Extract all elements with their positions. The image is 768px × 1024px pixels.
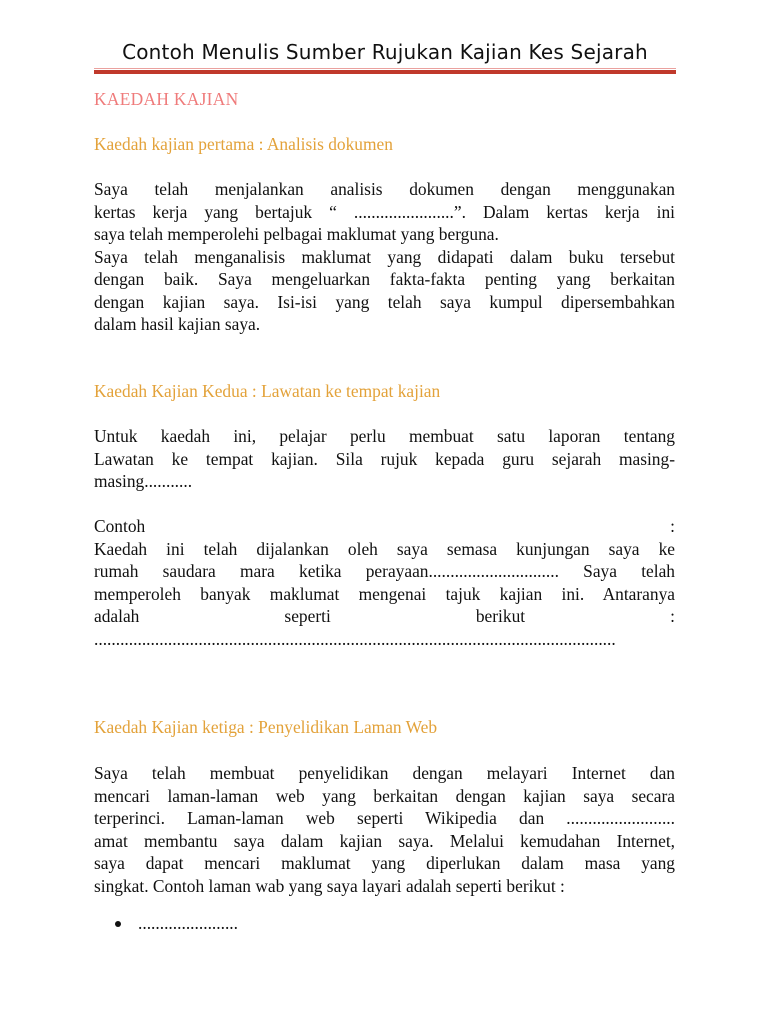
paragraph-line: terperinci. Laman-laman web seperti Wikipedia dan ......................... [94, 808, 675, 828]
paragraph-line: Lawatan ke tempat kajian. Sila rujuk kepada guru sejarah masing- [94, 448, 675, 469]
paragraph-line: saya telah memperolehi pelbagai maklumat yang berguna. [94, 224, 499, 244]
bullet-icon [115, 921, 121, 927]
paragraph-line: kertas kerja yang bertajuk “ .......................”. Dalam kertas kerja ini [94, 201, 675, 222]
section3-paragraph [94, 762, 675, 897]
section2-heading: Kaedah Kajian Kedua : Lawatan ke tempat kajian [94, 381, 441, 401]
paragraph-line: rumah saudara mara ketika perayaan.............................. Saya telah [94, 561, 675, 581]
paragraph-line: Saya telah menjalankan analisis dokumen dengan menggunakan [94, 179, 675, 199]
section1-heading: Kaedah kajian pertama : Analisis dokumen [94, 134, 393, 154]
section2-paragraph [94, 425, 675, 493]
paragraph-line: amat membantu saya dalam kajian saya. Melalui kemudahan Internet, [94, 830, 675, 851]
paragraph-line: dengan kajian saya. Isi-isi yang telah saya kumpul dipersembahkan [94, 291, 675, 312]
section1-paragraph [94, 178, 675, 336]
main-heading: KAEDAH KAJIAN [94, 89, 239, 109]
paragraph-line: Untuk kaedah ini, pelajar perlu membuat satu laporan tentang [94, 426, 675, 446]
header-rule [94, 70, 676, 74]
paragraph-line: ........................................................................................................................ [94, 628, 616, 649]
paragraph-line: saya dapat mencari maklumat yang diperlukan dalam masa yang [94, 853, 675, 873]
paragraph-line: Kaedah ini telah dijalankan oleh saya semasa kunjungan saya ke [94, 538, 675, 559]
example-colon: : [670, 516, 675, 536]
section2-example [94, 515, 675, 650]
paragraph-line: adalah seperti berikut : [94, 606, 675, 626]
paragraph-line: Saya telah menganalisis maklumat yang didapati dalam buku tersebut [94, 246, 675, 267]
paragraph-line: masing........... [94, 471, 193, 491]
paragraph-line: memperoleh banyak maklumat mengenai tajuk kajian ini. Antaranya [94, 583, 675, 604]
paragraph-line: mencari laman-laman web yang berkaitan dengan kajian saya secara [94, 785, 675, 806]
paragraph-line: singkat. Contoh laman wab yang saya layari adalah seperti berikut : [94, 875, 565, 896]
example-label-line [94, 515, 675, 538]
section3-heading: Kaedah Kajian ketiga : Penyelidikan Laman Web [94, 717, 438, 737]
page-header-title: Contoh Menulis Sumber Rujukan Kajian Kes Sejarah [122, 40, 648, 64]
paragraph-line: Saya telah membuat penyelidikan dengan melayari Internet dan [94, 763, 675, 783]
bullet-item: ....................... [138, 913, 238, 933]
paragraph-line: dalam hasil kajian saya. [94, 314, 261, 334]
example-label: Contoh [94, 516, 146, 536]
paragraph-line: dengan baik. Saya mengeluarkan fakta-fakta penting yang berkaitan [94, 269, 675, 289]
header-rule-thin [94, 68, 676, 69]
